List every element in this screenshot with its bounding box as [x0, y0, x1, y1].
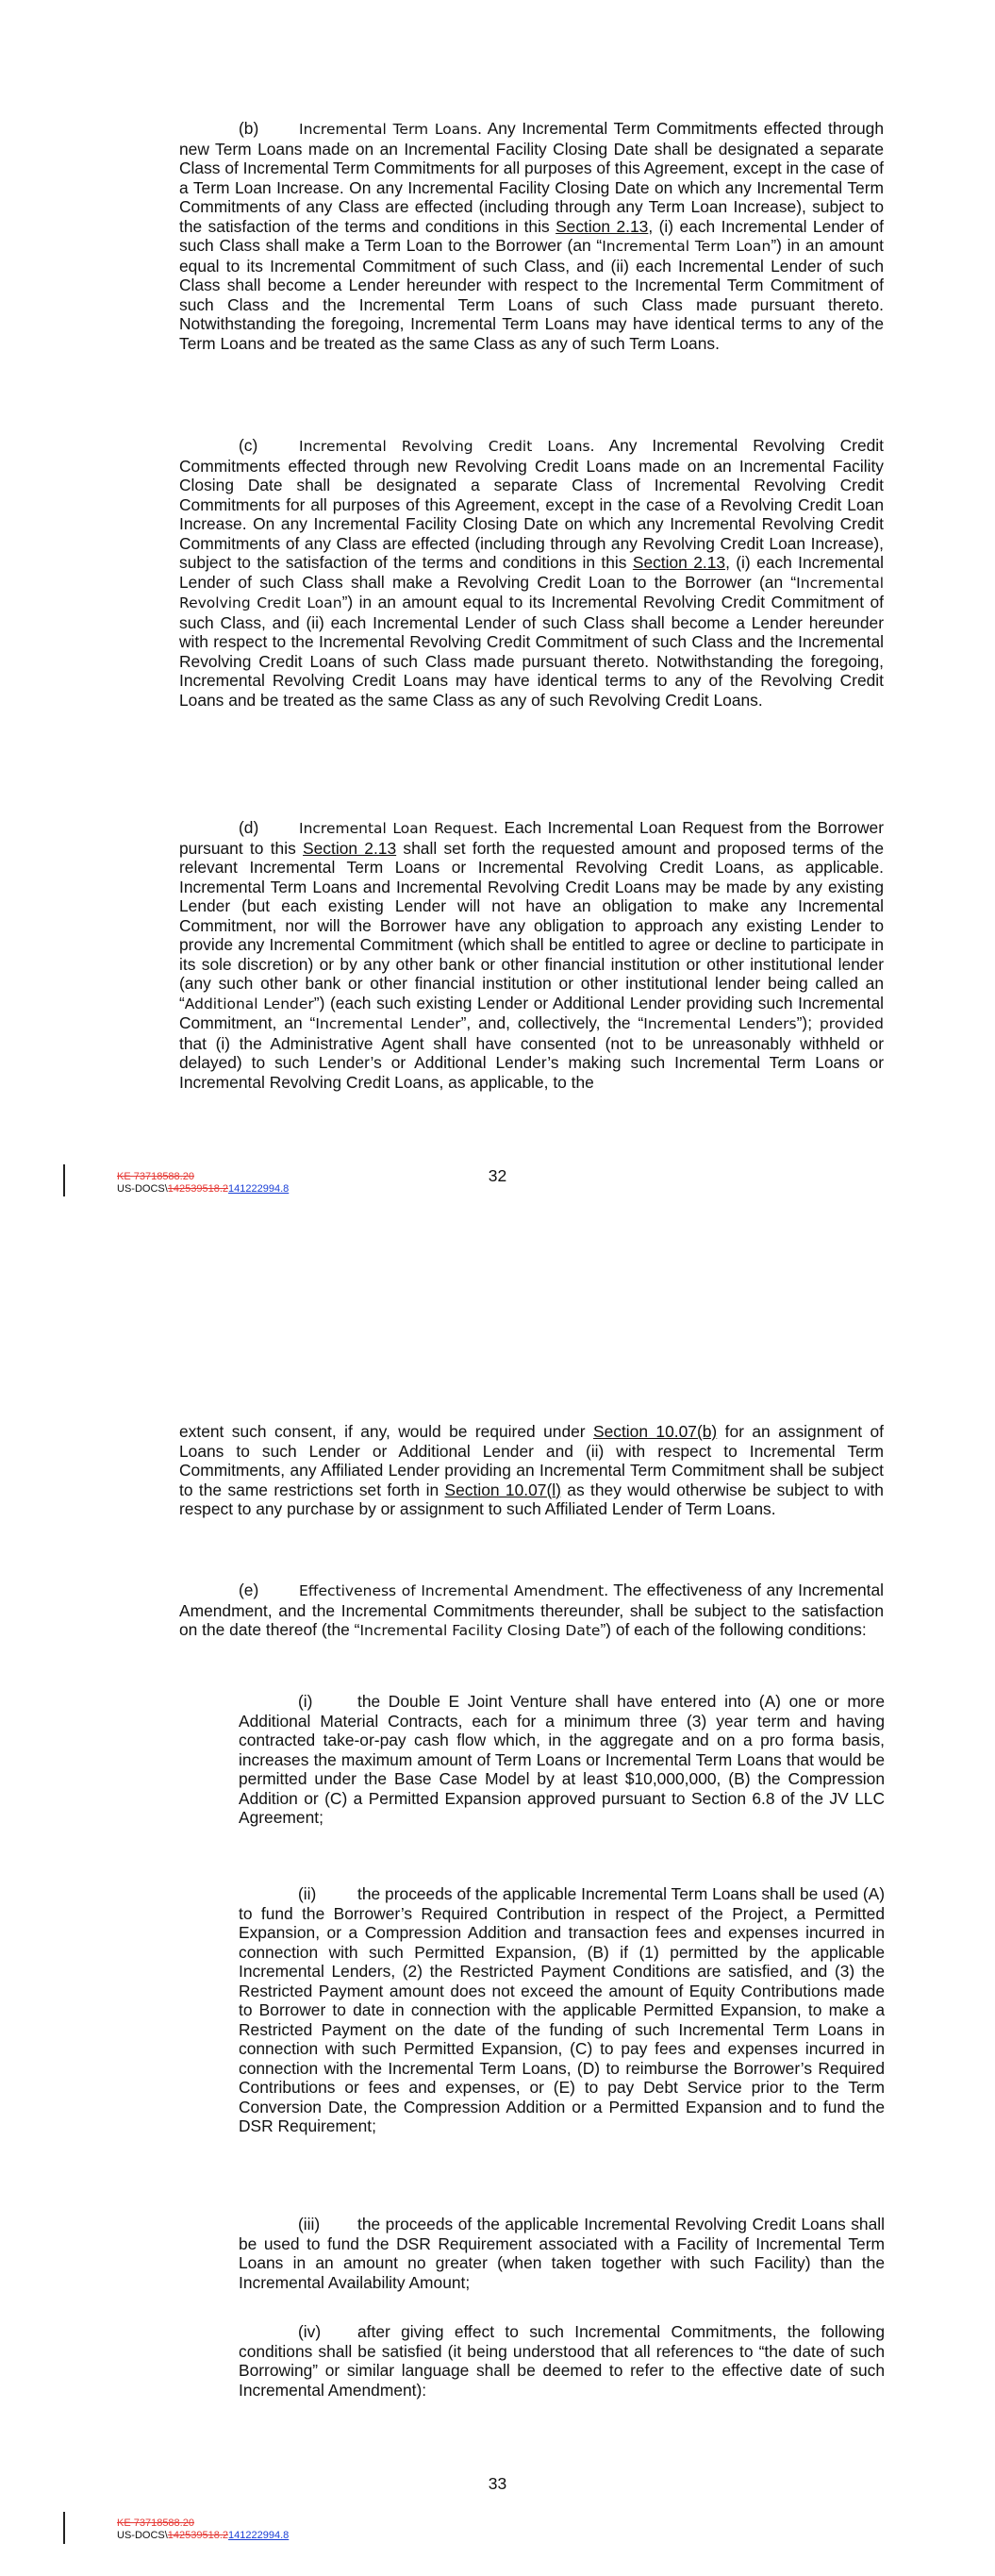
- section-d-number: (d): [239, 818, 259, 837]
- page-number: 32: [488, 1166, 507, 1185]
- section-c-number: (c): [239, 436, 258, 455]
- section-2-13-link[interactable]: Section 2.13: [556, 216, 649, 236]
- section-e-number: (e): [239, 1581, 259, 1599]
- section-c-heading: Incremental Revolving Credit Loans: [299, 438, 590, 455]
- section-e-paragraph: (e) Effectiveness of Incremental Amendment. The effectiveness of any Incremental Amendment, and the Incremental Commitments thereunder, shall be subject to the satisfaction on the date thereof (the “Incremental Facility Closing Date”) of each of the following conditions:: [179, 1581, 884, 1639]
- section-d-heading: Incremental Loan Request: [299, 820, 494, 837]
- page-number: 33: [488, 2474, 507, 2493]
- defined-term: Incremental Lender: [315, 1015, 461, 1032]
- footer-old-docid: KE 73718588.20: [117, 2517, 194, 2529]
- condition-iii: (iii) the proceeds of the applicable Incremental Revolving Credit Loans shall be used to fund the DSR Requirement associated with a Facility of Incremental Term Loans in an amount no greater (when taken together with such Facility) than the Incremental Availability Amount;: [239, 2215, 885, 2292]
- provided-term: provided: [819, 1015, 885, 1032]
- section-b-heading: Incremental Term Loans: [299, 121, 478, 138]
- doc-footer: KE 73718588.20 US-DOCS\142539518.2141222994.8: [117, 1171, 290, 1195]
- change-bar: [63, 2512, 65, 2544]
- section-2-13-link[interactable]: Section 2.13: [303, 838, 397, 858]
- condition-iv: (iv) after giving effect to such Incremental Commitments, the following conditions shall be satisfied (it being understood that all references to “the date of such Borrowing” or similar language shall be deemed to refer to the effective date of such Incremental Amendment):: [239, 2322, 885, 2400]
- doc-footer: KE 73718588.20 US-DOCS\142539518.2141222994.8: [117, 2517, 290, 2541]
- section-10-07b-link[interactable]: Section 10.07(b): [593, 1422, 718, 1441]
- defined-term: Incremental Revolving Credit Loan: [179, 574, 884, 611]
- change-bar: [63, 1164, 65, 1196]
- defined-term: Additional Lender: [184, 995, 314, 1012]
- section-e-heading: Effectiveness of Incremental Amendment: [299, 1582, 605, 1599]
- section-d-paragraph: (d) Incremental Loan Request. Each Incremental Loan Request from the Borrower pursuant to this Section 2.13 shall set forth the requested amount and proposed terms of the relevant Incremental Term Loans or Incremental Revolving Credit Loans, as applicable. Incremental Term Loans and Incremental Revolving Credit Loans may be made by any existing Lender (but each existing Lender will not have an obligation to make any Incremental Commitment, nor will the Borrower have any obligation to approach any existing Lender to provide any Incremental Commitment (which shall be entitled to agree or decline to participate in its sole discretion) or by any other bank or other financial institution or other institutional lender (any such other bank or other financial institution or other institutional lender being called an “Additional Lender”) (each such existing Lender or Additional Lender providing such Incremental Commitment, an “Incremental Lender”, and, collectively, the “Incremental Lenders”); provided that (i) the Administrative Agent shall have consented (not to be unreasonably withheld or delayed) to such Lender’s or Additional Lender’s making such Incremental Term Loans or Incremental Revolving Credit Loans, as applicable, to the: [179, 818, 885, 1092]
- footer-old-docid: KE 73718588.20: [117, 1171, 194, 1182]
- section-c-paragraph: (c) Incremental Revolving Credit Loans. Any Incremental Revolving Credit Commitments effected through new Revolving Credit Loans made on an Incremental Facility Closing Date shall be designated a separate Class of Incremental Revolving Credit Commitments for all purposes of this Agreement, except in the case of a Revolving Credit Loan Increase. On any Incremental Facility Closing Date on which any Incremental Revolving Credit Commitments of any Class are effected (including through any Revolving Credit Loan Increase), subject to the satisfaction of the terms and conditions in this Section 2.13, (i) each Incremental Lender of such Class shall make a Revolving Credit Loan to the Borrower (an “Incremental Revolving Credit Loan”) in an amount equal to its Incremental Revolving Credit Commitment of such Class, and (ii) each Incremental Lender of such Class shall become a Lender hereunder with respect to the Incremental Revolving Credit Commitment of such Class and the Incremental Revolving Credit Loans of such Class made pursuant thereto. Notwithstanding the foregoing, Incremental Revolving Credit Loans may have identical terms to any of the Revolving Credit Loans and be treated as the same Class as any of such Revolving Credit Loans.: [179, 436, 884, 710]
- defined-term: Incremental Lenders: [643, 1015, 797, 1032]
- defined-term: Incremental Term Loan: [602, 238, 771, 255]
- condition-i: (i) the Double E Joint Venture shall have entered into (A) one or more Additional Material Contracts, each for a minimum three (3) year term and having contracted take-or-pay cash flow which, in the aggregate and on a pro forma basis, increases the maximum amount of Term Loans or Incremental Term Loans that would be permitted under the Base Case Model by at least $10,000,000, (B) the Compression Addition or (C) a Permitted Expansion approved pursuant to Section 6.8 of the JV LLC Agreement;: [239, 1692, 885, 1827]
- section-b-number: (b): [239, 119, 259, 138]
- defined-term: Incremental Facility Closing Date: [359, 1622, 601, 1639]
- condition-ii: (ii) the proceeds of the applicable Incremental Term Loans shall be used (A) to fund the Borrower’s Required Contribution in respect of the Project, a Permitted Expansion, or a Compression Addition and transaction fees and expenses incurred in connection with such Permitted Expansion, (B) if (1) permitted by the applicable Incremental Lenders, (2) the Restricted Payment Conditions are satisfied, and (3) the Restricted Payment amount does not exceed the amount of Equity Contributions made to Borrower to date in connection with the applicable Permitted Expansion, to make a Restricted Payment on the date of the funding of such Incremental Term Loans in connection with such Permitted Expansion, (C) to pay fees and expenses incurred in connection with the Incremental Term Loans, (D) to reimburse the Borrower’s Required Contributions or fees and expenses, or (E) to pay Debt Service prior to the Term Conversion Date, the Compression Addition or a Permitted Expansion and to fund the DSR Requirement;: [239, 1884, 885, 2135]
- section-b-paragraph: (b) Incremental Term Loans. Any Incremental Term Commitments effected through new Term Loans made on an Incremental Facility Closing Date shall be designated a separate Class of Incremental Term Commitments for all purposes of this Agreement, except in the case of a Term Loan Increase. On any Incremental Facility Closing Date on which any Incremental Term Commitments of any Class are effected (including through any Term Loan Increase), subject to the satisfaction of the terms and conditions in this Section 2.13, (i) each Incremental Lender of such Class shall make a Term Loan to the Borrower (an “Incremental Term Loan”) in an amount equal to its Incremental Commitment of such Class, and (ii) each Incremental Lender of such Class shall become a Lender hereunder with respect to the Incremental Term Commitment of such Class and the Incremental Term Loans of such Class made pursuant thereto. Notwithstanding the foregoing, Incremental Term Loans may have identical terms to any of the Term Loans and be treated as the same Class as any of such Term Loans.: [179, 119, 884, 353]
- section-10-07l-link[interactable]: Section 10.07(l): [444, 1480, 561, 1499]
- continuation-paragraph: extent such consent, if any, would be required under Section 10.07(b) for an assignment of Loans to such Lender or Additional Lender and (ii) with respect to Incremental Term Commitments, any Affiliated Lender providing an Incremental Term Commitment shall be subject to the same restrictions set forth in Section 10.07(l) as they would otherwise be subject to with respect to any purchase by or assignment to such Affiliated Lender of Term Loans.: [179, 1422, 884, 1518]
- section-2-13-link[interactable]: Section 2.13: [632, 553, 726, 572]
